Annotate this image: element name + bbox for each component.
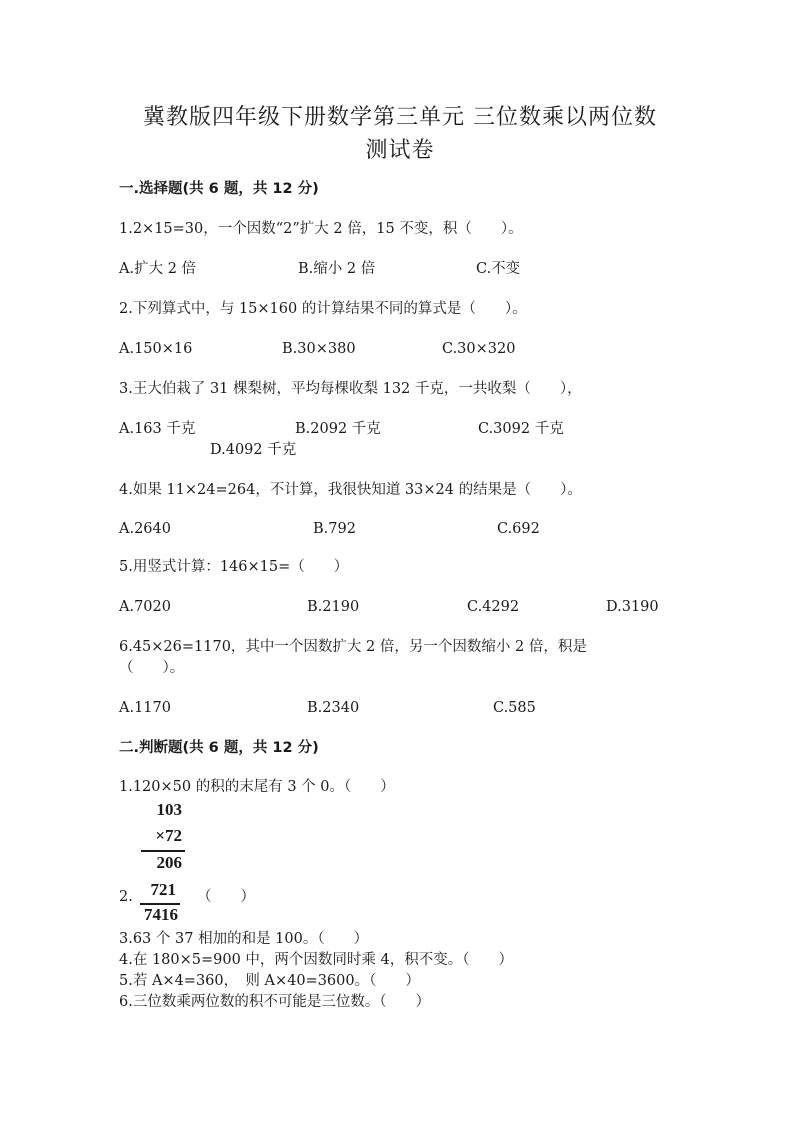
section-heading-choice: 一.选择题(共 6 题，共 12 分)	[119, 181, 319, 197]
page-title-cont: 测试卷	[365, 138, 435, 163]
option-a[interactable]: A.扩大 2 倍	[119, 261, 197, 277]
option-a[interactable]: A.1170	[119, 700, 171, 716]
option-b[interactable]: B.792	[313, 521, 356, 537]
judge-item-number: 2.	[119, 889, 133, 905]
option-c[interactable]: C.30×320	[442, 341, 516, 357]
calc-multiplicand: 103	[156, 800, 182, 819]
judge-item: 1.120×50 的积的末尾有 3 个 0。（ ）	[119, 779, 395, 795]
calc-divider-line	[141, 850, 185, 852]
option-c[interactable]: C.不变	[476, 261, 521, 277]
option-d[interactable]: D.3190	[606, 599, 659, 615]
page-title: 冀教版四年级下册数学第三单元 三位数乘以两位数	[143, 105, 657, 130]
option-b[interactable]: B.2190	[307, 599, 360, 615]
option-c[interactable]: C.585	[493, 700, 536, 716]
option-a[interactable]: A.2640	[119, 521, 171, 537]
question-stem: 2.下列算式中，与 15×160 的计算结果不同的算式是（ ）。	[119, 301, 527, 317]
calc-partial-product-2: 721	[150, 880, 176, 899]
question-stem: 5.用竖式计算：146×15=（ ）	[119, 559, 349, 575]
question-stem: 1.2×15=30，一个因数“2”扩大 2 倍，15 不变，积（ ）。	[119, 221, 523, 237]
calc-partial-product: 206	[156, 853, 182, 872]
option-b[interactable]: B.2340	[307, 700, 360, 716]
question-stem: 6.45×26=1170，其中一个因数扩大 2 倍，另一个因数缩小 2 倍，积是	[119, 639, 587, 655]
judge-item: 3.63 个 37 相加的和是 100。（ ）	[119, 931, 369, 947]
option-a[interactable]: A.7020	[119, 599, 171, 615]
question-stem: 3.王大伯栽了 31 棵梨树，平均每棵收梨 132 千克，一共收梨（ ），	[119, 381, 582, 397]
section-heading-judge: 二.判断题(共 6 题，共 12 分)	[119, 740, 319, 756]
option-a[interactable]: A.150×16	[119, 341, 193, 357]
option-c[interactable]: C.4292	[467, 599, 520, 615]
option-c[interactable]: C.3092 千克	[478, 421, 564, 437]
option-b[interactable]: B.2092 千克	[295, 421, 381, 437]
calc-multiplier: ×72	[155, 826, 182, 845]
answer-parentheses[interactable]: （ ）	[197, 889, 255, 905]
judge-item: 5.若 A×4=360， 则 A×40=3600。（ ）	[119, 973, 420, 989]
option-a[interactable]: A.163 千克	[119, 421, 196, 437]
option-d[interactable]: D.4092 千克	[210, 442, 297, 458]
judge-item: 4.在 180×5=900 中，两个因数同时乘 4，积不变。（ ）	[119, 952, 514, 968]
question-stem: 4.如果 11×24=264，不计算，我很快知道 33×24 的结果是（ ）。	[119, 482, 582, 498]
option-c[interactable]: C.692	[497, 521, 540, 537]
option-b[interactable]: B.30×380	[282, 341, 356, 357]
question-stem-cont: （ ）。	[119, 660, 185, 676]
judge-item: 6.三位数乘两位数的积不可能是三位数。（ ）	[119, 994, 431, 1010]
calc-result: 7416	[144, 905, 178, 924]
option-b[interactable]: B.缩小 2 倍	[298, 261, 376, 277]
